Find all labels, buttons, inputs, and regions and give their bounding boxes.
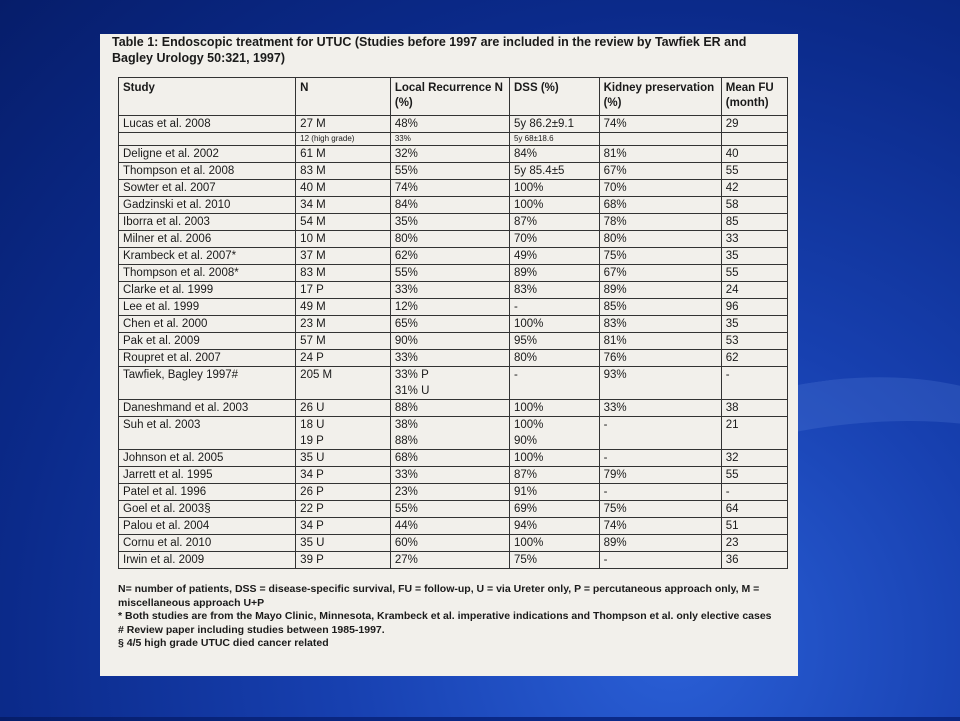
- cell-local-recurrence: 48%: [390, 116, 509, 133]
- cell-dss: 100%: [509, 316, 599, 333]
- cell-n: 39 P: [296, 552, 391, 569]
- cell-dss: 5y 85.4±5: [509, 163, 599, 180]
- cell-dss: 84%: [509, 146, 599, 163]
- cell-study: Lee et al. 1999: [119, 299, 296, 316]
- table-row: [119, 265, 788, 282]
- cell-kidney-preservation: 67%: [599, 265, 721, 282]
- cell-local-recurrence: 90%: [390, 333, 509, 350]
- cell-kidney-preservation: 70%: [599, 180, 721, 197]
- cell-kidney-preservation: 74%: [599, 518, 721, 535]
- cell-study: Thompson et al. 2008*: [119, 265, 296, 282]
- cell-mean-fu: 35: [721, 248, 787, 265]
- cell-local-recurrence: 55%: [390, 265, 509, 282]
- cell-dss: 5y 86.2±9.1: [509, 116, 599, 133]
- cell-n: 24 P: [296, 350, 391, 367]
- cell-kidney-preservation: 75%: [599, 248, 721, 265]
- table-row: [119, 197, 788, 214]
- footnote-review: # Review paper including studies between 1985-1997.: [118, 623, 385, 636]
- cell-kidney-preservation: 80%: [599, 231, 721, 248]
- cell-mean-fu: -: [721, 484, 787, 501]
- cell-mean-fu: 55: [721, 265, 787, 282]
- cell-mean-fu: 38: [721, 400, 787, 417]
- cell-kidney-preservation: 81%: [599, 333, 721, 350]
- table-row: [119, 417, 788, 450]
- cell-dss: -: [509, 299, 599, 316]
- cell-study: Cornu et al. 2010: [119, 535, 296, 552]
- cell-mean-fu: 35: [721, 316, 787, 333]
- cell-mean-fu: 53: [721, 333, 787, 350]
- cell-mean-fu: 21: [721, 417, 787, 450]
- cell-n: 17 P: [296, 282, 391, 299]
- utuc-table: [118, 77, 788, 569]
- cell-dss: 100%: [509, 400, 599, 417]
- table-row: [119, 133, 788, 146]
- cell-mean-fu: 40: [721, 146, 787, 163]
- cell-study: Daneshmand et al. 2003: [119, 400, 296, 417]
- header-mean-fu: Mean FU (month): [721, 78, 787, 116]
- table-row: [119, 299, 788, 316]
- cell-local-recurrence: 33%: [390, 282, 509, 299]
- header-local-recurrence: Local Recurrence N (%): [390, 78, 509, 116]
- cell-n: 22 P: [296, 501, 391, 518]
- cell-kidney-preservation: -: [599, 450, 721, 467]
- cell-study: Lucas et al. 2008: [119, 116, 296, 133]
- cell-kidney-preservation: 76%: [599, 350, 721, 367]
- cell-study: Palou et al. 2004: [119, 518, 296, 535]
- table-row: [119, 316, 788, 333]
- header-row: [119, 78, 788, 116]
- cell-kidney-preservation: [599, 133, 721, 146]
- cell-dss: 80%: [509, 350, 599, 367]
- table-row: [119, 333, 788, 350]
- cell-n: 205 M: [296, 367, 391, 400]
- cell-local-recurrence: 38% 88%: [390, 417, 509, 450]
- cell-n: 34 P: [296, 518, 391, 535]
- cell-n: 12 (high grade): [296, 133, 391, 146]
- cell-local-recurrence: 12%: [390, 299, 509, 316]
- cell-mean-fu: 55: [721, 467, 787, 484]
- cell-dss: 75%: [509, 552, 599, 569]
- table-row: [119, 535, 788, 552]
- cell-n: 40 M: [296, 180, 391, 197]
- cell-n: 35 U: [296, 535, 391, 552]
- cell-n: 54 M: [296, 214, 391, 231]
- cell-study: Deligne et al. 2002: [119, 146, 296, 163]
- cell-dss: 87%: [509, 467, 599, 484]
- cell-dss: 100%: [509, 180, 599, 197]
- cell-mean-fu: 36: [721, 552, 787, 569]
- cell-mean-fu: -: [721, 367, 787, 400]
- cell-study: Chen et al. 2000: [119, 316, 296, 333]
- cell-n: 57 M: [296, 333, 391, 350]
- cell-study: Tawfiek, Bagley 1997#: [119, 367, 296, 400]
- cell-local-recurrence: 33%: [390, 350, 509, 367]
- cell-local-recurrence: 65%: [390, 316, 509, 333]
- cell-mean-fu: 33: [721, 231, 787, 248]
- document-page: [100, 34, 798, 676]
- cell-study: Pak et al. 2009: [119, 333, 296, 350]
- cell-study: Irwin et al. 2009: [119, 552, 296, 569]
- cell-mean-fu: 58: [721, 197, 787, 214]
- cell-n: 34 M: [296, 197, 391, 214]
- cell-dss: 91%: [509, 484, 599, 501]
- header-kidney-preservation: Kidney preservation (%): [599, 78, 721, 116]
- cell-dss: 83%: [509, 282, 599, 299]
- cell-kidney-preservation: 79%: [599, 467, 721, 484]
- table-row: [119, 163, 788, 180]
- cell-study: [119, 133, 296, 146]
- table-body: [119, 116, 788, 569]
- cell-local-recurrence: 55%: [390, 501, 509, 518]
- cell-study: Johnson et al. 2005: [119, 450, 296, 467]
- cell-n: 23 M: [296, 316, 391, 333]
- cell-kidney-preservation: -: [599, 552, 721, 569]
- cell-local-recurrence: 68%: [390, 450, 509, 467]
- cell-dss: 49%: [509, 248, 599, 265]
- table-row: [119, 518, 788, 535]
- cell-local-recurrence: 33%: [390, 467, 509, 484]
- header-dss: DSS (%): [509, 78, 599, 116]
- table-row: [119, 180, 788, 197]
- cell-dss: -: [509, 367, 599, 400]
- cell-n: 10 M: [296, 231, 391, 248]
- cell-mean-fu: 55: [721, 163, 787, 180]
- cell-kidney-preservation: 89%: [599, 282, 721, 299]
- cell-study: Clarke et al. 1999: [119, 282, 296, 299]
- cell-study: Krambeck et al. 2007*: [119, 248, 296, 265]
- cell-dss: 89%: [509, 265, 599, 282]
- cell-dss: 69%: [509, 501, 599, 518]
- table-row: [119, 231, 788, 248]
- table-row: [119, 501, 788, 518]
- table-row: [119, 214, 788, 231]
- table-row: [119, 248, 788, 265]
- cell-kidney-preservation: 93%: [599, 367, 721, 400]
- cell-study: Suh et al. 2003: [119, 417, 296, 450]
- table-row: [119, 282, 788, 299]
- cell-study: Gadzinski et al. 2010: [119, 197, 296, 214]
- cell-n: 26 P: [296, 484, 391, 501]
- table-row: [119, 552, 788, 569]
- cell-n: 61 M: [296, 146, 391, 163]
- cell-n: 27 M: [296, 116, 391, 133]
- cell-mean-fu: [721, 133, 787, 146]
- footnotes: [118, 583, 778, 651]
- table-row: [119, 467, 788, 484]
- cell-study: Patel et al. 1996: [119, 484, 296, 501]
- cell-local-recurrence: 84%: [390, 197, 509, 214]
- cell-n: 37 M: [296, 248, 391, 265]
- cell-kidney-preservation: 33%: [599, 400, 721, 417]
- cell-local-recurrence: 74%: [390, 180, 509, 197]
- cell-n: 26 U: [296, 400, 391, 417]
- cell-n: 34 P: [296, 467, 391, 484]
- footnote-abbreviations: N= number of patients, DSS = disease-specific survival, FU = follow-up, U = via Ureter only, P = percutaneous approach only, M = miscellaneous approach U+P: [118, 583, 760, 609]
- footnote-high-grade: § 4/5 high grade UTUC died cancer related: [118, 637, 329, 649]
- table-title: Table 1: Endoscopic treatment for UTUC (Studies before 1997 are included in the review by Tawfiek ER and Bagley Urology 50:321, 1997): [112, 35, 747, 65]
- cell-dss: 87%: [509, 214, 599, 231]
- cell-dss: 95%: [509, 333, 599, 350]
- cell-n: 49 M: [296, 299, 391, 316]
- cell-dss: 100%: [509, 450, 599, 467]
- cell-local-recurrence: 55%: [390, 163, 509, 180]
- cell-local-recurrence: 62%: [390, 248, 509, 265]
- cell-local-recurrence: 27%: [390, 552, 509, 569]
- cell-local-recurrence: 23%: [390, 484, 509, 501]
- cell-dss: 70%: [509, 231, 599, 248]
- cell-study: Sowter et al. 2007: [119, 180, 296, 197]
- cell-mean-fu: 96: [721, 299, 787, 316]
- cell-kidney-preservation: 81%: [599, 146, 721, 163]
- header-study: Study: [119, 78, 296, 116]
- cell-mean-fu: 29: [721, 116, 787, 133]
- cell-kidney-preservation: 67%: [599, 163, 721, 180]
- cell-dss: 100%: [509, 535, 599, 552]
- table-row: [119, 484, 788, 501]
- cell-study: Milner et al. 2006: [119, 231, 296, 248]
- table-row: [119, 146, 788, 163]
- cell-kidney-preservation: 75%: [599, 501, 721, 518]
- cell-n: 83 M: [296, 163, 391, 180]
- table-row: [119, 367, 788, 400]
- cell-kidney-preservation: 89%: [599, 535, 721, 552]
- cell-mean-fu: 23: [721, 535, 787, 552]
- cell-mean-fu: 42: [721, 180, 787, 197]
- table-row: [119, 400, 788, 417]
- cell-n: 18 U 19 P: [296, 417, 391, 450]
- cell-mean-fu: 24: [721, 282, 787, 299]
- table-row: [119, 116, 788, 133]
- cell-n: 35 U: [296, 450, 391, 467]
- cell-mean-fu: 64: [721, 501, 787, 518]
- cell-mean-fu: 32: [721, 450, 787, 467]
- cell-kidney-preservation: -: [599, 417, 721, 450]
- cell-local-recurrence: 33% P 31% U: [390, 367, 509, 400]
- cell-dss: 94%: [509, 518, 599, 535]
- cell-study: Goel et al. 2003§: [119, 501, 296, 518]
- cell-local-recurrence: 60%: [390, 535, 509, 552]
- cell-local-recurrence: 33%: [390, 133, 509, 146]
- cell-local-recurrence: 32%: [390, 146, 509, 163]
- cell-local-recurrence: 80%: [390, 231, 509, 248]
- cell-dss: 5y 68±18.6: [509, 133, 599, 146]
- cell-mean-fu: 85: [721, 214, 787, 231]
- cell-kidney-preservation: 68%: [599, 197, 721, 214]
- cell-mean-fu: 62: [721, 350, 787, 367]
- cell-kidney-preservation: -: [599, 484, 721, 501]
- cell-local-recurrence: 35%: [390, 214, 509, 231]
- cell-study: Jarrett et al. 1995: [119, 467, 296, 484]
- footnote-mayo: * Both studies are from the Mayo Clinic, Minnesota, Krambeck et al. imperative indications and Thompson et al. only elective cases: [118, 610, 772, 622]
- cell-dss: 100%: [509, 197, 599, 214]
- cell-kidney-preservation: 85%: [599, 299, 721, 316]
- cell-n: 83 M: [296, 265, 391, 282]
- cell-local-recurrence: 88%: [390, 400, 509, 417]
- cell-study: Thompson et al. 2008: [119, 163, 296, 180]
- table-row: [119, 450, 788, 467]
- cell-dss: 100% 90%: [509, 417, 599, 450]
- cell-study: Roupret et al. 2007: [119, 350, 296, 367]
- cell-study: Iborra et al. 2003: [119, 214, 296, 231]
- table-row: [119, 350, 788, 367]
- cell-mean-fu: 51: [721, 518, 787, 535]
- cell-kidney-preservation: 83%: [599, 316, 721, 333]
- cell-kidney-preservation: 74%: [599, 116, 721, 133]
- cell-kidney-preservation: 78%: [599, 214, 721, 231]
- header-n: N: [296, 78, 391, 116]
- cell-local-recurrence: 44%: [390, 518, 509, 535]
